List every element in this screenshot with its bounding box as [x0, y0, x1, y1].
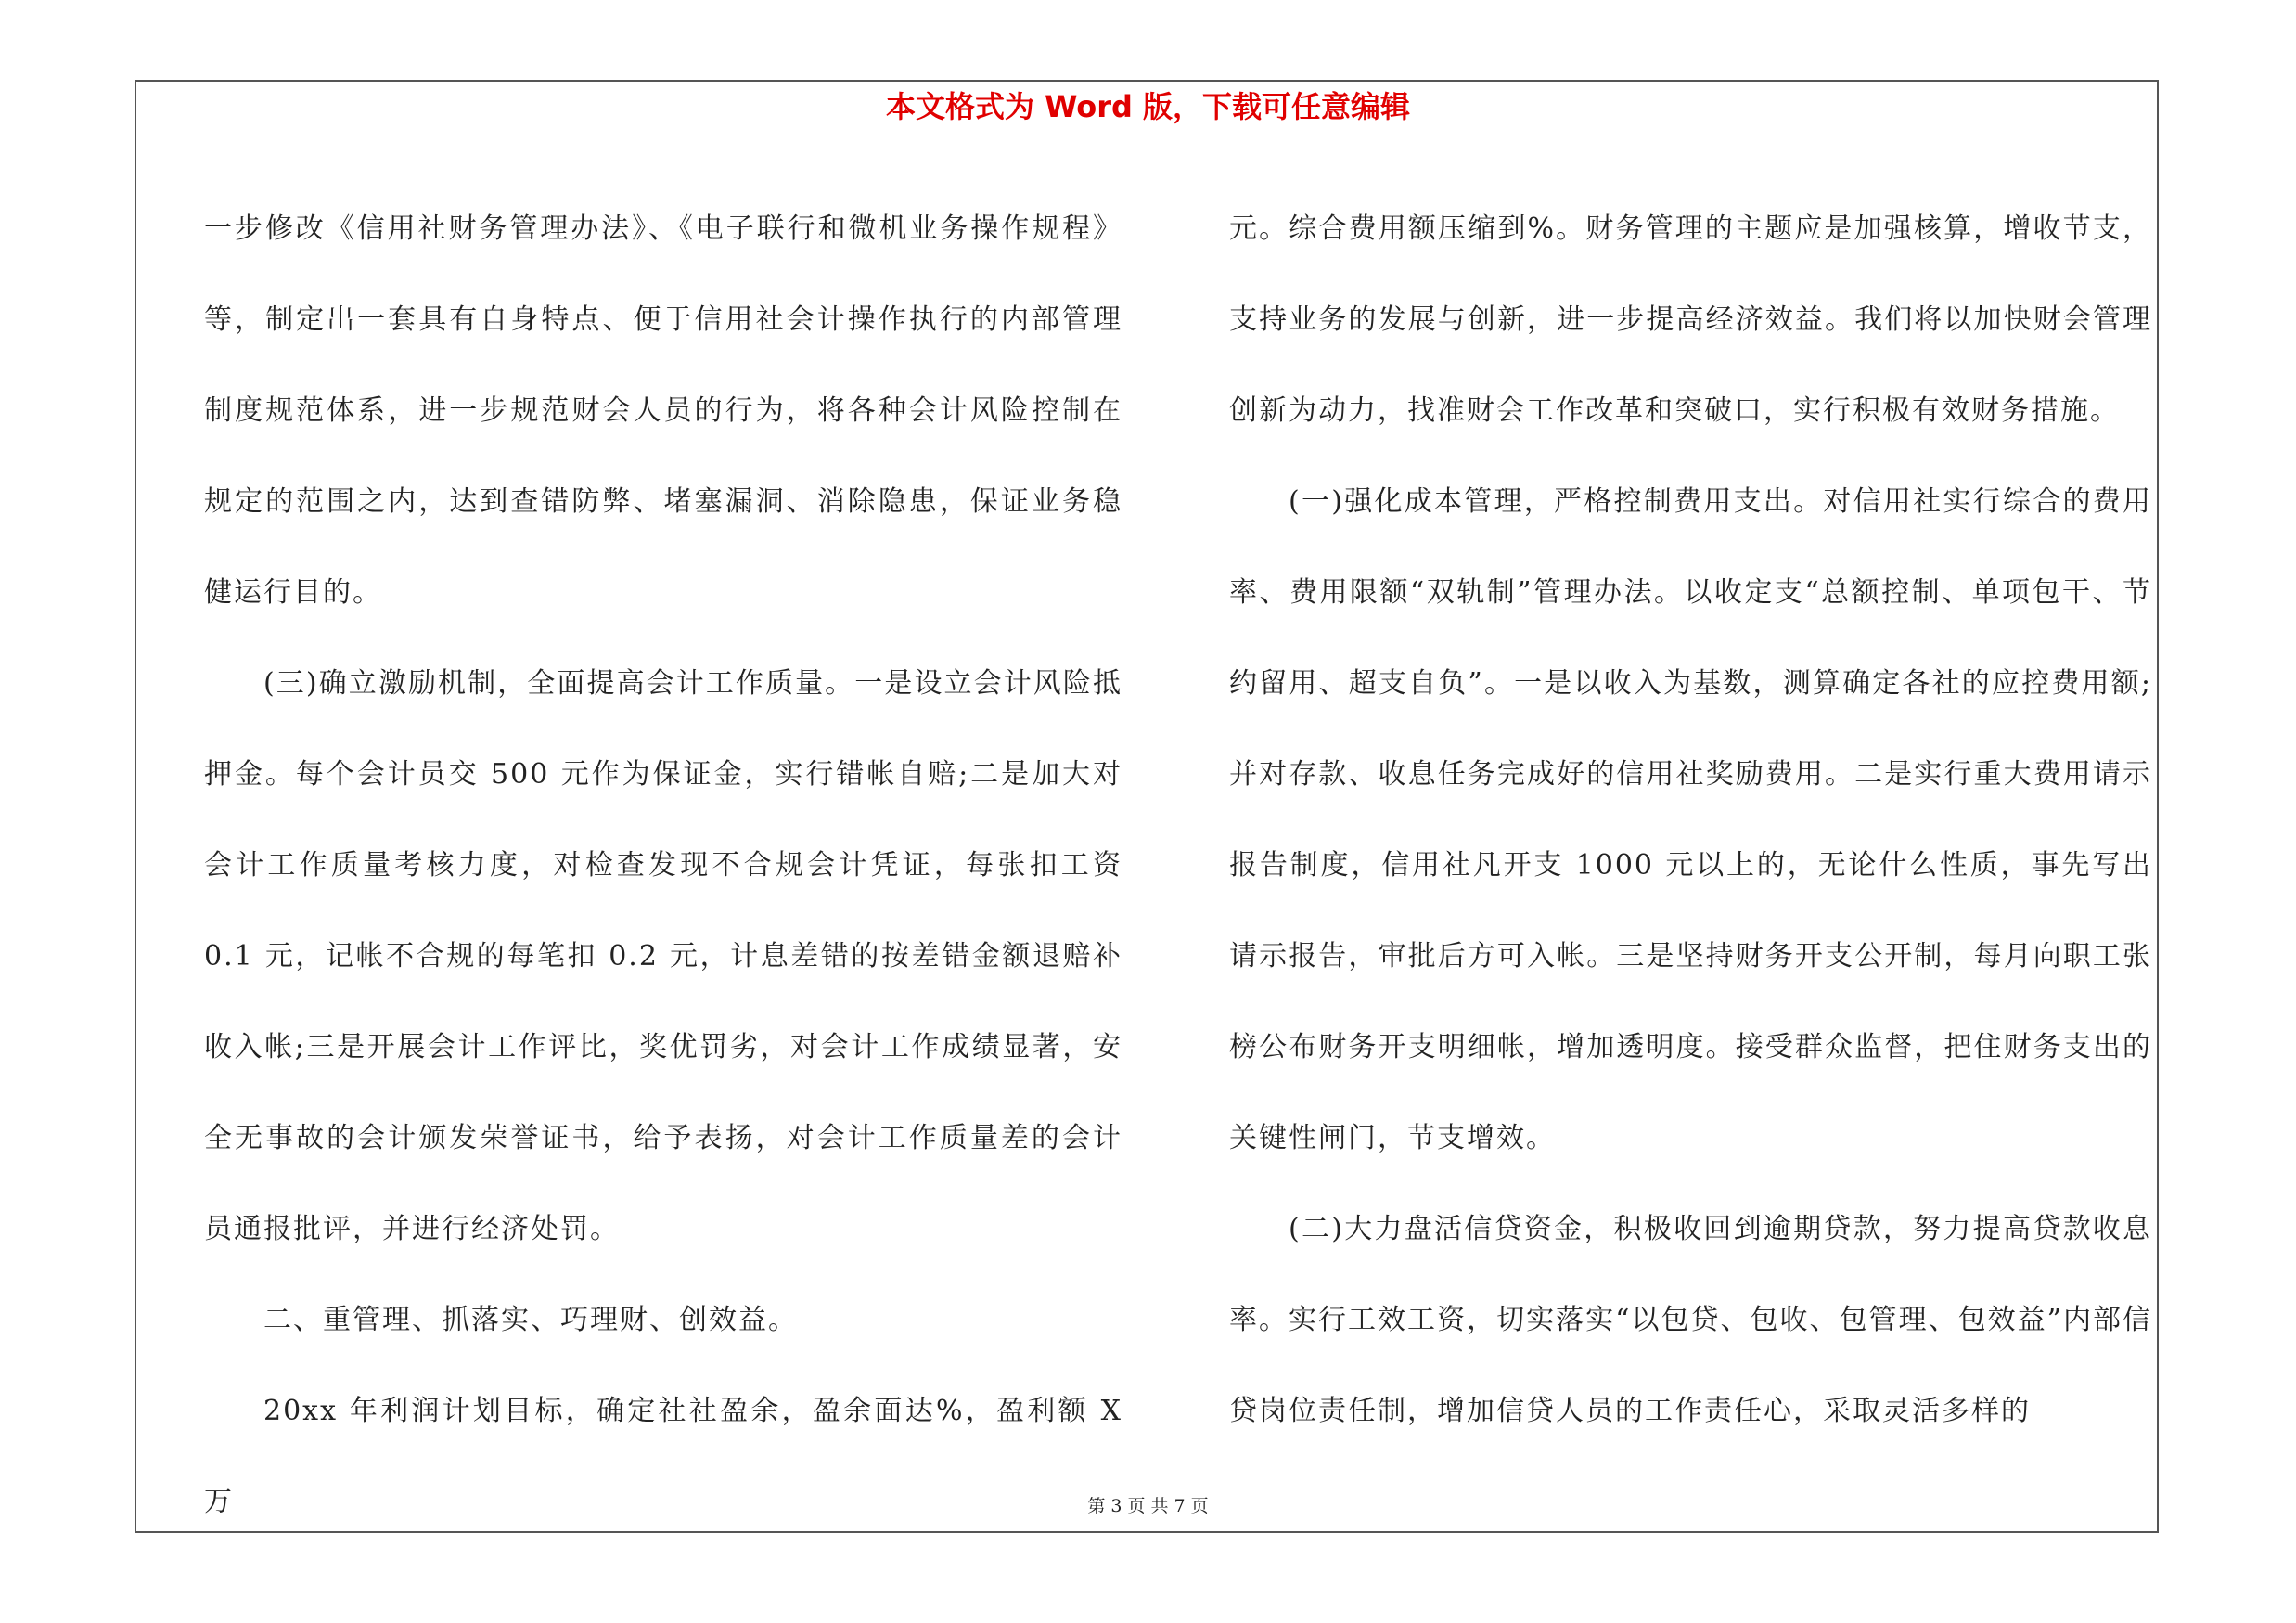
paragraph: 20xx 年利润计划目标，确定社社盈余，盈余面达%，盈利额 X 万: [204, 1395, 1122, 1518]
paragraph: (一)强化成本管理，严格控制费用支出。对信用社实行综合的费用率、费用限额“双轨制”管理办法。以收定支“总额控制、单项包干、节约留用、超支自负”。一是以收入为基数，测算确定各社的应控费用额;并对存款、收息任务完成好的信用社奖励费用。二是实行重大费用请示报告制度，信用社凡开支 1000 元以上的，无论什么性质，事先写出请示报告，审批后方可入帐。三是坚持财务开支公开制，每月向职工张榜公布财务开支明细帐，增加透明度。接受群众监督，把住财务支出的关键性闸门，节支增效。: [1229, 485, 2152, 1154]
section-heading: 二、重管理、抓落实、巧理财、创效益。: [263, 1304, 798, 1336]
format-banner: 本文格式为 Word 版，下载可任意编辑: [885, 89, 1411, 124]
page-number: 第 3 页 共 7 页: [1087, 1496, 1209, 1516]
paragraph: 元。综合费用额压缩到%。财务管理的主题应是加强核算，增收节支，支持业务的发展与创新，进一步提高经济效益。我们将以加快财会管理创新为动力，找准财会工作改革和突破口，实行积极有效财务措施。: [1229, 213, 2152, 427]
paragraph: (二)大力盘活信贷资金，积极收回到逾期贷款，努力提高贷款收息率。实行工效工资，切实落实“以包贷、包收、包管理、包效益”内部信贷岗位责任制，增加信贷人员的工作责任心，采取灵活多样的: [1229, 1213, 2152, 1427]
left-column: [204, 184, 1122, 1548]
paragraph: 一步修改《信用社财务管理办法》、《电子联行和微机业务操作规程》等，制定出一套具有自身特点、便于信用社会计操作执行的内部管理制度规范体系，进一步规范财会人员的行为，将各种会计风险控制在规定的范围之内，达到查错防弊、堵塞漏洞、消除隐患，保证业务稳健运行目的。: [204, 213, 1122, 609]
paragraph: (三)确立激励机制，全面提高会计工作质量。一是设立会计风险抵押金。每个会计员交 500 元作为保证金，实行错帐自赔;二是加大对会计工作质量考核力度，对检查发现不合规会计凭证，每张扣工资 0.1 元，记帐不合规的每笔扣 0.2 元，计息差错的按差错金额退赔补收入帐;三是开展会计工作评比，奖优罚劣，对会计工作成绩显著，安全无事故的会计颁发荣誉证书，给予表扬，对会计工作质量差的会计员通报批评，并进行经济处罚。: [204, 667, 1122, 1245]
right-column: [1229, 184, 2152, 1457]
